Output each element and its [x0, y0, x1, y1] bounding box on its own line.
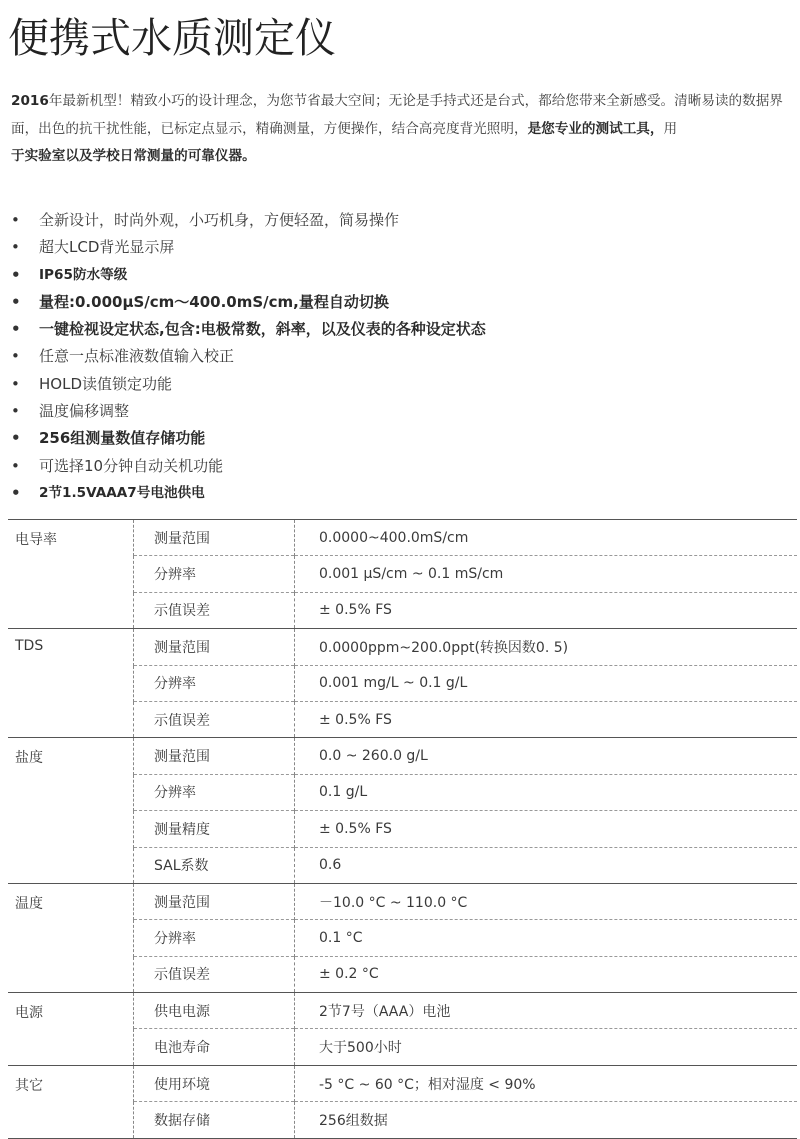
- intro-text: 年最新机型！精致小巧的设计理念，为您节省最大空间；无论是手持式还是台式，都给您带来全新感受。清晰易读的数据界面，出色的抗干扰性能，已标定点显示，精确测量，方便操作，结合高亮度背光照明，: [11, 93, 783, 137]
- spec-item: 分辨率: [134, 774, 295, 810]
- intro-highlight: 是您专业的测试工具，: [527, 120, 664, 137]
- spec-row: [8, 520, 797, 556]
- spec-item: 测量范围: [134, 629, 295, 665]
- spec-value: 0.0000~400.0mS/cm: [295, 520, 798, 556]
- spec-value: ± 0.5% FS: [295, 811, 798, 847]
- spec-item: 测量精度: [134, 811, 295, 847]
- intro-year: 2016: [11, 93, 49, 109]
- spec-value: 0.001 µS/cm ~ 0.1 mS/cm: [295, 556, 798, 592]
- feature-item: • HOLD读值锁定功能: [0, 371, 486, 398]
- feature-list: [0, 207, 486, 507]
- spec-value: 0.1 °C: [295, 920, 798, 956]
- spec-row: [8, 629, 797, 665]
- spec-value: 0.0 ~ 260.0 g/L: [295, 738, 798, 774]
- spec-item: 测量范围: [134, 738, 295, 774]
- spec-category: 电源: [8, 993, 134, 1066]
- intro-highlight-2: 于实验室以及学校日常测量的可靠仪器。: [11, 148, 256, 164]
- spec-item: 分辨率: [134, 665, 295, 701]
- feature-item: • 256组测量数值存储功能: [0, 425, 486, 452]
- spec-value: 2节7号（AAA）电池: [295, 993, 798, 1029]
- spec-category: 电导率: [15, 532, 57, 548]
- intro-paragraph: [11, 88, 791, 171]
- spec-item: 电池寿命: [134, 1029, 295, 1065]
- spec-item: 测量范围: [134, 883, 295, 919]
- spec-item: 数据存储: [134, 1102, 295, 1138]
- spec-category: 其它: [8, 1065, 134, 1138]
- spec-value: 0.1 g/L: [295, 774, 798, 810]
- spec-item: 分辨率: [134, 920, 295, 956]
- spec-item: 示值误差: [134, 592, 295, 628]
- spec-value: 0.6: [295, 847, 798, 883]
- spec-category: TDS: [8, 629, 134, 738]
- feature-item: • 一键检视设定状态,包含:电极常数，斜率，以及仪表的各种设定状态: [0, 316, 486, 343]
- spec-value: 0.0000ppm~200.0ppt(转换因数0. 5): [295, 629, 798, 665]
- feature-item: • 可选择10分钟自动关机功能: [0, 453, 486, 480]
- spec-item: 使用环境: [134, 1065, 295, 1101]
- page-title: 便携式水质测定仪: [8, 14, 336, 62]
- feature-item: • 全新设计，时尚外观，小巧机身，方便轻盈，简易操作: [0, 207, 486, 234]
- spec-category: 温度: [8, 883, 134, 992]
- spec-item: 测量范围: [134, 520, 295, 556]
- spec-category: 盐度: [8, 738, 134, 884]
- spec-value: －10.0 °C ~ 110.0 °C: [295, 883, 798, 919]
- feature-item: • 2节1.5VAAA7号电池供电: [0, 480, 486, 507]
- feature-item: • IP65防水等级: [0, 262, 486, 289]
- intro-text-2: 用: [663, 120, 678, 137]
- feature-item: • 超大LCD背光显示屏: [0, 234, 486, 261]
- feature-item: • 温度偏移调整: [0, 398, 486, 425]
- spec-table: [8, 519, 797, 1139]
- spec-value: 大于500小时: [295, 1029, 798, 1065]
- spec-value: ± 0.2 °C: [295, 956, 798, 992]
- spec-item: 示值误差: [134, 701, 295, 737]
- feature-item: • 任意一点标准液数值输入校正: [0, 343, 486, 370]
- spec-item: 示值误差: [134, 956, 295, 992]
- spec-value: -5 °C ~ 60 °C；相对湿度 < 90%: [295, 1065, 798, 1101]
- spec-row: [8, 738, 797, 774]
- spec-row: [8, 883, 797, 919]
- spec-item: SAL系数: [134, 847, 295, 883]
- spec-item: 供电电源: [134, 993, 295, 1029]
- spec-item: 分辨率: [134, 556, 295, 592]
- spec-value: 0.001 mg/L ~ 0.1 g/L: [295, 665, 798, 701]
- feature-item: • 量程:0.000µS/cm～400.0mS/cm,量程自动切换: [0, 289, 486, 316]
- spec-row: [8, 1065, 797, 1101]
- spec-value: ± 0.5% FS: [295, 701, 798, 737]
- spec-value: ± 0.5% FS: [295, 592, 798, 628]
- spec-value: 256组数据: [295, 1102, 798, 1138]
- spec-row: [8, 993, 797, 1029]
